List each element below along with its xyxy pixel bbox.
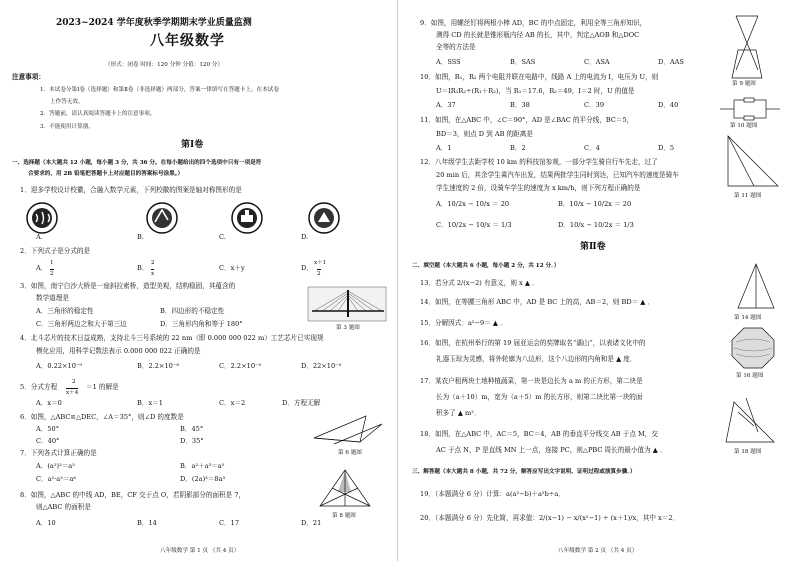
- question-9: 9．如图，用螺丝钉将两根小棒 AD，BC 的中点固定，利用全等三角形知识，: [420, 19, 647, 27]
- q6-option-d: D．35°: [180, 437, 204, 445]
- q1-option-a: A.: [36, 233, 43, 241]
- q1-badges: [26, 202, 366, 238]
- section-3-heading: 三、解答题（本大题共 8 小题，共 72 分，解答应写出文字说明、证明过程或演算步骤．）: [412, 469, 636, 475]
- section-1-line1: 一、选择题（本大题共 12 小题，每小题 3 分，共 36 分。在每小题给出的四个选项中只有一项是符: [12, 160, 262, 166]
- q10-circuit-figure: [720, 98, 780, 120]
- q6-option-b: B．45°: [180, 425, 204, 433]
- q10-figure-caption: 第 10 题图: [730, 123, 758, 129]
- q11-option-b: B．2: [510, 144, 526, 152]
- question-4: 4．北斗芯片的技术日益成熟，支持北斗三号系统的 22 nm（即 0.000 000 022 m）工艺芯片已实现规: [20, 334, 324, 342]
- q8-option-c: C．17: [219, 519, 240, 527]
- q5-option-b: B．x＝1: [137, 399, 163, 407]
- question-9-cont-2: 全等的方法是: [436, 43, 476, 51]
- q8-option-a: A．10: [36, 519, 56, 527]
- q5-num: 2: [72, 379, 76, 385]
- q2-option-a: A．: [36, 264, 48, 272]
- question-11: 11．如图，在△ABC 中，∠C＝90°，AD 是∠BAC 的平分线，BC＝5，: [420, 116, 634, 124]
- question-13: 13．若分式 2/(x−2) 有意义，则 x ▲ ．: [420, 279, 539, 287]
- question-16: 16．如图，在杭州举行的第 19 届亚运会的奖牌取名“湖山”，以表诸文化中的: [420, 339, 646, 347]
- q2-option-c: C．x＋y: [219, 264, 245, 272]
- q11-option-c: C．4: [584, 144, 600, 152]
- q8-option-b: B．14: [137, 519, 157, 527]
- question-5-post: ＝1 的解是: [86, 383, 119, 391]
- question-17: 17．某农户租两块土地种植蔬菜，第一块是边长为 a m 的正方形，第二块是: [420, 377, 643, 385]
- question-19: 19．（本题满分 6 分）计算：a(a²−b)＋a²b÷a．: [420, 490, 565, 498]
- q1-option-c: C.: [219, 233, 226, 241]
- q4-option-b: B．2.2×10⁻⁸: [137, 362, 179, 370]
- q12-option-c: C．10/2x − 10/x ＝ 1/3: [436, 221, 512, 229]
- question-11-cont: BD＝3，则点 D 到 AB 的距离是: [436, 130, 533, 138]
- q2-d-num: x＋1: [314, 260, 327, 266]
- q7-option-a: A．(a²)³＝a⁵: [36, 462, 75, 470]
- q9-figure: [728, 12, 768, 82]
- q7-option-b: B．a²＋a³＝a⁵: [180, 462, 225, 470]
- q8-option-d: D．21: [301, 519, 322, 527]
- question-3-cont: 数学道理是: [36, 294, 69, 302]
- exam-meta: （形式：闭卷 时间：120 分钟 分值：120 分）: [105, 62, 223, 68]
- q12-option-d: D．10/x − 10/2x ＝ 1/3: [558, 221, 634, 229]
- left-footer: 八年级数学 第 1 页 （共 4 页）: [160, 548, 240, 554]
- question-2: 2．下列式子是分式的是: [20, 247, 91, 255]
- q2-a-num: 1: [50, 260, 54, 266]
- question-17-cont-2: 积多了 ▲ m²．: [436, 409, 481, 417]
- q7-option-d: D．(2a)³＝8a³: [180, 475, 226, 483]
- q1-option-b: B.: [137, 233, 144, 241]
- q10-option-a: A．37: [436, 101, 456, 109]
- part-1-heading: 第Ⅰ卷: [181, 140, 204, 150]
- question-5-pre: 5．分式方程: [20, 383, 58, 391]
- notes-title: 注意事项：: [12, 73, 45, 81]
- q8-figure: [318, 468, 372, 510]
- q2-a-den: 2: [50, 271, 54, 277]
- q3-figure-caption: 第 3 题图: [336, 325, 360, 331]
- q6-figure: [312, 408, 386, 446]
- q3-option-b: B．四边形的不稳定性: [160, 307, 225, 315]
- q5-den: x＋4: [66, 390, 79, 396]
- q11-figure: [720, 132, 782, 192]
- right-page: [397, 0, 794, 561]
- bridge-figure: [308, 287, 386, 321]
- q9-option-b: B．SAS: [510, 58, 536, 66]
- q4-option-a: A．0.22×10⁻⁹: [36, 362, 83, 370]
- badge-b-icon: [147, 203, 177, 233]
- q4-option-d: D．22×10⁻⁹: [301, 362, 342, 370]
- q6-option-c: C．40°: [36, 437, 60, 445]
- q2-option-b: B．: [137, 264, 149, 272]
- q9-option-d: D．AAS: [658, 58, 684, 66]
- question-12-cont-1: 20 min 后，其余学生乘汽车出发，结果两批学生同时到达，已知汽车的速度是骑车: [436, 171, 679, 179]
- q3-option-d: D．三角形内角和等于 180°: [160, 320, 243, 328]
- question-6: 6．如图，△ABC≌△DEC，∠A＝35°，则∠D 的度数是: [20, 413, 184, 421]
- q14-figure: [736, 262, 776, 312]
- question-18-cont: AC 于点 N，P 是直线 MN 上一点，连接 PC，则△PBC 周长的最小值为 ▲ ．: [436, 446, 667, 454]
- q2-b-den: x: [151, 271, 155, 277]
- part-2-heading: 第Ⅱ卷: [580, 242, 606, 252]
- note-1-cont: 上作答无效。: [50, 99, 84, 105]
- badge-a-icon: [27, 203, 57, 233]
- q5-option-a: A．x＝0: [36, 399, 62, 407]
- q14-figure-caption: 第 14 题图: [734, 315, 762, 321]
- note-2: 2．答题前，请认真阅读答题卡上的注意事项。: [40, 111, 156, 117]
- q6-option-a: A．50°: [36, 425, 60, 433]
- q9-option-a: A．SSS: [436, 58, 461, 66]
- question-7: 7．下列各式计算正确的是: [20, 449, 97, 457]
- q12-option-a: A．10/2x − 10/x ＝ 20: [436, 200, 510, 208]
- question-12: 12．八年级学生去距学校 10 km 的科技馆参观，一部分学生骑自行车先走，过了: [420, 158, 658, 166]
- section-1-line2: 合要求的，用 2B 铅笔把答题卡上对应题目的答案标号涂黑。）: [28, 171, 184, 177]
- question-3: 3．如图，南宁白沙大桥是一座斜拉索桥，造型美观，结构稳固，其蕴含的: [20, 282, 236, 290]
- question-20: 20．（本题满分 6 分）先化简，再求值：2/(x−1) − x/(x²−1) ÷ (x＋1)/x，其中 x＝2．: [420, 514, 680, 522]
- q4-option-c: C．2.2×10⁻⁹: [219, 362, 262, 370]
- q18-figure-caption: 第 18 题图: [734, 449, 762, 455]
- question-8: 8．如图，△ABC 的中线 AD，BE，CF 交于点 O，若阴影部分的面积是 7，: [20, 491, 246, 499]
- q8-figure-caption: 第 8 题图: [332, 513, 356, 519]
- q10-option-b: B．38: [510, 101, 530, 109]
- q5-option-d: D．方程无解: [282, 399, 321, 407]
- question-18: 18．如图，在△ABC 中，AC＝5，BC＝4，AB 的垂直平分线交 AB 于点 M，交: [420, 430, 658, 438]
- section-2-heading: 二、填空题（本大题共 6 小题，每小题 2 分，共 12 分．）: [412, 263, 560, 269]
- subject-title: 八年级数学: [150, 33, 225, 49]
- q2-option-d: D．: [301, 264, 313, 272]
- q3-option-a: A．三角形的稳定性: [36, 307, 94, 315]
- question-8-cont: 则△ABC 的面积是: [36, 503, 91, 511]
- q2-b-num: 2: [151, 260, 155, 266]
- question-12-cont-2: 学生速度的 2 倍，设骑车学生的速度为 x km/h，则下列方程正确的是: [436, 184, 641, 192]
- q9-figure-caption: 第 9 题图: [732, 81, 756, 87]
- q1-option-d: D.: [301, 233, 309, 241]
- question-14: 14．如图，在等腰三角形 ABC 中，AD 是 BC 上的高，AB＝2，则 BD＝ ▲ ．: [420, 298, 655, 306]
- q12-option-b: B．10/x − 10/2x ＝ 20: [558, 200, 632, 208]
- q6-figure-caption: 第 6 题图: [338, 450, 362, 456]
- question-9-cont-1: 测得 CD 的长就是锥形瓶内径 AB 的长，其中，判定△AOB 和△DOC: [436, 31, 640, 39]
- medal-figure: [730, 326, 776, 370]
- note-1: 1．本试卷分第Ⅰ卷（选择题）和第Ⅱ卷（非选择题）两部分，答案一律填写在答题卡上，在本试卷: [40, 87, 279, 93]
- badge-c-icon: [232, 203, 262, 233]
- exam-title: 2023~2024 学年度秋季学期期末学业质量监测: [56, 18, 252, 28]
- q18-figure: [724, 396, 778, 446]
- q2-d-den: 2: [317, 271, 321, 277]
- q11-option-a: A．1: [436, 144, 452, 152]
- q3-option-c: C．三角形两边之和大于第三边: [36, 320, 127, 328]
- question-4-cont: 模化应用，用科学记数法表示 0.000 000 022 正确的是: [36, 347, 201, 355]
- question-17-cont-1: 长为（a＋10）m，宽为（a＋5）m 的长方形，则第二块比第一块的面: [436, 393, 643, 401]
- q11-figure-caption: 第 11 题图: [734, 193, 762, 199]
- q9-option-c: C．ASA: [584, 58, 610, 66]
- q16-figure-caption: 第 16 题图: [736, 373, 764, 379]
- q10-option-c: C．39: [584, 101, 605, 109]
- badge-d-icon: [309, 203, 339, 233]
- q7-option-c: C．a²·a³＝a⁶: [36, 475, 77, 483]
- note-3: 3．不能使用计算器。: [40, 124, 94, 130]
- q10-option-d: D．40: [658, 101, 679, 109]
- q11-option-d: D．5: [658, 144, 675, 152]
- right-footer: 八年级数学 第 2 页 （共 4 页）: [558, 548, 638, 554]
- question-15: 15．分解因式：a²−9＝ ▲ ．: [420, 319, 507, 327]
- q5-option-c: C．x＝2: [219, 399, 246, 407]
- question-10: 10．如图，R₁，R₂ 两个电阻并联在电路中，线路 A 上的电流为 I，电压为 U，则: [420, 73, 659, 81]
- question-1: 1．迎多学校设计校徽，合融入数学元素，下列校徽的图案是轴对称图形的是: [20, 186, 242, 194]
- question-10-cont: U＝IR₁R₂÷(R₁＋R₂)，当 R₁＝17.6，R₂＝49，I＝2 时，U 的值是: [436, 87, 635, 95]
- question-16-cont: 礼器玉琮为灵感，将外轮廓为八边形，这个八边形的内角和是 ▲ 度．: [436, 355, 637, 363]
